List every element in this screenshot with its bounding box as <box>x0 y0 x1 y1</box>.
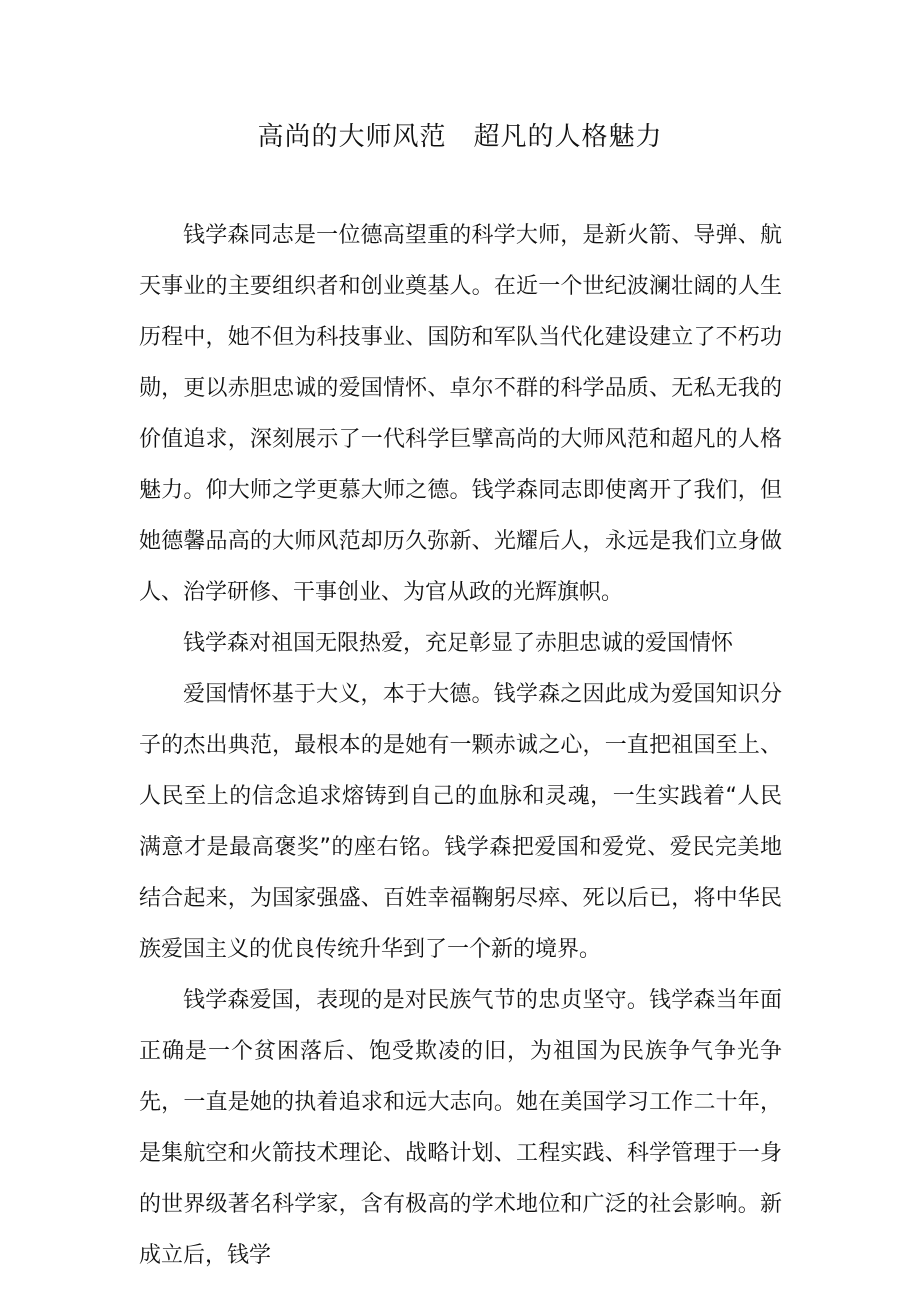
paragraph-patriotism: 爱国情怀基于大义，本于大德。钱学森之因此成为爱国知识分子的杰出典范，最根本的是她有一颗赤诚之心，一直把祖国至上、人民至上的信念追求熔铸到自己的血脉和灵魂，一生实践着“人民满意才是最高褒奖”的座右铭。钱学森把爱国和爱党、爱民完美地结合起来，为国家强盛、百姓幸福鞠躬尽瘁、死以后已，将中华民族爱国主义的优良传统升华到了一个新的境界。 <box>139 682 782 962</box>
paragraph-intro: 钱学森同志是一位德高望重的科学大师，是新火箭、导弹、航天事业的主要组织者和创业奠基人。在近一个世纪波澜壮阔的人生历程中，她不但为科技事业、国防和军队当代化建设建立了不朽功勋，更以赤胆忠诚的爱国情怀、卓尔不群的科学品质、无私无我的价值追求，深刻展示了一代科学巨擘高尚的大师风范和超凡的人格魅力。仰大师之学更慕大师之德。钱学森同志即使离开了我们，但她德馨品高的大师风范却历久弥新、光耀后人，永远是我们立身做人、治学研修、干事创业、为官从政的光辉旗帜。 <box>139 223 782 605</box>
paragraph-section-heading: 钱学森对祖国无限热爱，充足彰显了赤胆忠诚的爱国情怀 <box>183 631 734 656</box>
document-title: 高尚的大师风范 超凡的人格魅力 <box>257 122 663 152</box>
document-body <box>139 210 782 1281</box>
paragraph-national-integrity: 钱学森爱国，表现的是对民族气节的忠贞坚守。钱学森当年面正确是一个贫困落后、饱受欺凌的旧，为祖国为民族争气争光争先，一直是她的执着追求和远大志向。她在美国学习工作二十年，是集航空和火箭技术理论、战略计划、工程实践、科学管理于一身的世界级著名科学家，含有极高的学术地位和广泛的社会影响。新成立后，钱学 <box>139 988 782 1268</box>
